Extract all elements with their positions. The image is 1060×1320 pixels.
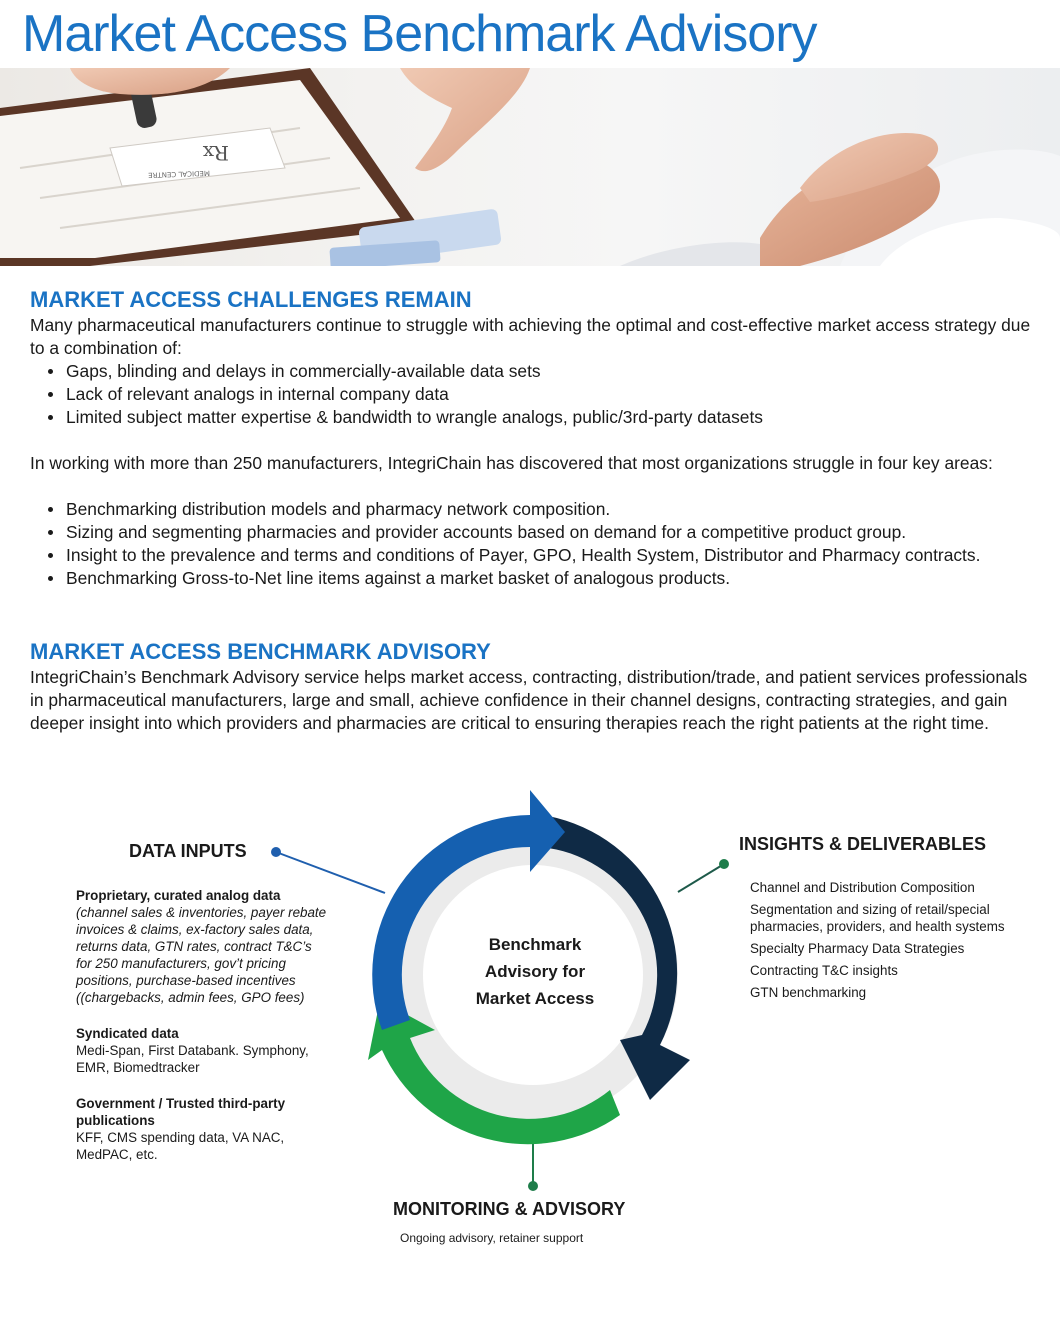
group-title: Proprietary, curated analog data — [76, 888, 281, 903]
list-item: GTN benchmarking — [750, 985, 867, 1000]
insights-connector — [678, 864, 724, 892]
group-title: Government / Trusted third-party — [76, 1096, 286, 1111]
monitoring-sub: Ongoing advisory, retainer support — [400, 1231, 584, 1245]
list-item: Lack of relevant analogs in internal company data — [45, 383, 1045, 406]
group-line: ((chargebacks, admin fees, GPO fees) — [76, 990, 305, 1005]
monitoring-dot — [528, 1181, 538, 1191]
insights-dot — [719, 859, 729, 869]
data-inputs-label: DATA INPUTS — [129, 841, 247, 861]
page-title: Market Access Benchmark Advisory — [22, 5, 817, 63]
list-item: Channel and Distribution Composition — [750, 880, 975, 895]
monitoring-label: MONITORING & ADVISORY — [393, 1199, 626, 1219]
insights-label: INSIGHTS & DELIVERABLES — [739, 834, 987, 854]
challenges-bullet-list — [45, 360, 1045, 429]
rx-sheet-caption: MEDICAL CENTRE — [147, 168, 211, 179]
group-line: MedPAC, etc. — [76, 1147, 158, 1162]
group-line: for 250 manufacturers, gov’t pricing — [76, 956, 286, 971]
center-line: Market Access — [475, 989, 595, 1008]
list-item: Contracting T&C insights — [750, 963, 898, 978]
list-item: Sizing and segmenting pharmacies and provider accounts based on demand for a competitive product group. — [45, 521, 1045, 544]
list-item: Gaps, blinding and delays in commercially-available data sets — [45, 360, 1045, 383]
group-line: invoices & claims, ex-factory sales data, — [76, 922, 314, 937]
group-title: Syndicated data — [76, 1026, 179, 1041]
challenges-heading: MARKET ACCESS CHALLENGES REMAIN — [30, 287, 472, 312]
group-title: publications — [76, 1113, 155, 1128]
advisory-heading: MARKET ACCESS BENCHMARK ADVISORY — [30, 639, 491, 664]
group-line: returns data, GTN rates, contract T&C’s — [76, 939, 312, 954]
advisory-body: IntegriChain’s Benchmark Advisory service helps market access, contracting, distribution/trade, and patient services professionals in pharmaceutical manufacturers, large and small, achieve confidence in their channel designs, contracting strategies, and gain deeper insight into which providers and pharmacies are critical to ensuring therapies reach the right patients at the right time. — [30, 667, 1028, 733]
list-item: Specialty Pharmacy Data Strategies — [750, 941, 965, 956]
data-inputs-dot — [271, 847, 281, 857]
group-line: (channel sales & inventories, payer rebate — [76, 905, 327, 920]
hero-image — [0, 68, 1060, 266]
group-line: KFF, CMS spending data, VA NAC, — [76, 1130, 285, 1145]
group-line: positions, purchase-based incentives — [76, 973, 296, 988]
list-item: Insight to the prevalence and terms and conditions of Payer, GPO, Health System, Distributor and Pharmacy contracts. — [45, 544, 1045, 567]
list-item: Benchmarking distribution models and pharmacy network composition. — [45, 498, 1045, 521]
center-line: Benchmark — [488, 935, 582, 954]
diagram-center-label — [435, 931, 635, 1012]
data-inputs-group-syndicated — [76, 1025, 376, 1076]
key-areas-bullet-list — [45, 498, 1045, 590]
group-line: Medi-Span, First Databank. Symphony, — [76, 1043, 309, 1058]
rx-symbol: Rx — [202, 141, 229, 165]
group-line: EMR, Biomedtracker — [76, 1060, 200, 1075]
list-item: Segmentation and sizing of retail/special pharmacies, providers, and health systems — [750, 902, 1005, 934]
challenges-intro: Many pharmaceutical manufacturers continue to struggle with achieving the optimal and cost-effective market access strategy due to a combination of: — [30, 315, 1031, 358]
center-line: Advisory for — [484, 962, 586, 981]
data-inputs-group-government — [76, 1095, 376, 1163]
list-item: Limited subject matter expertise & bandwidth to wrangle analogs, public/3rd-party datasets — [45, 406, 1045, 429]
challenges-intro-2: In working with more than 250 manufacturers, IntegriChain has discovered that most organizations struggle in four key areas: — [30, 453, 993, 473]
insights-list — [750, 879, 1040, 1006]
list-item: Benchmarking Gross-to-Net line items against a market basket of analogous products. — [45, 567, 1045, 590]
data-inputs-group-proprietary — [76, 887, 376, 1006]
